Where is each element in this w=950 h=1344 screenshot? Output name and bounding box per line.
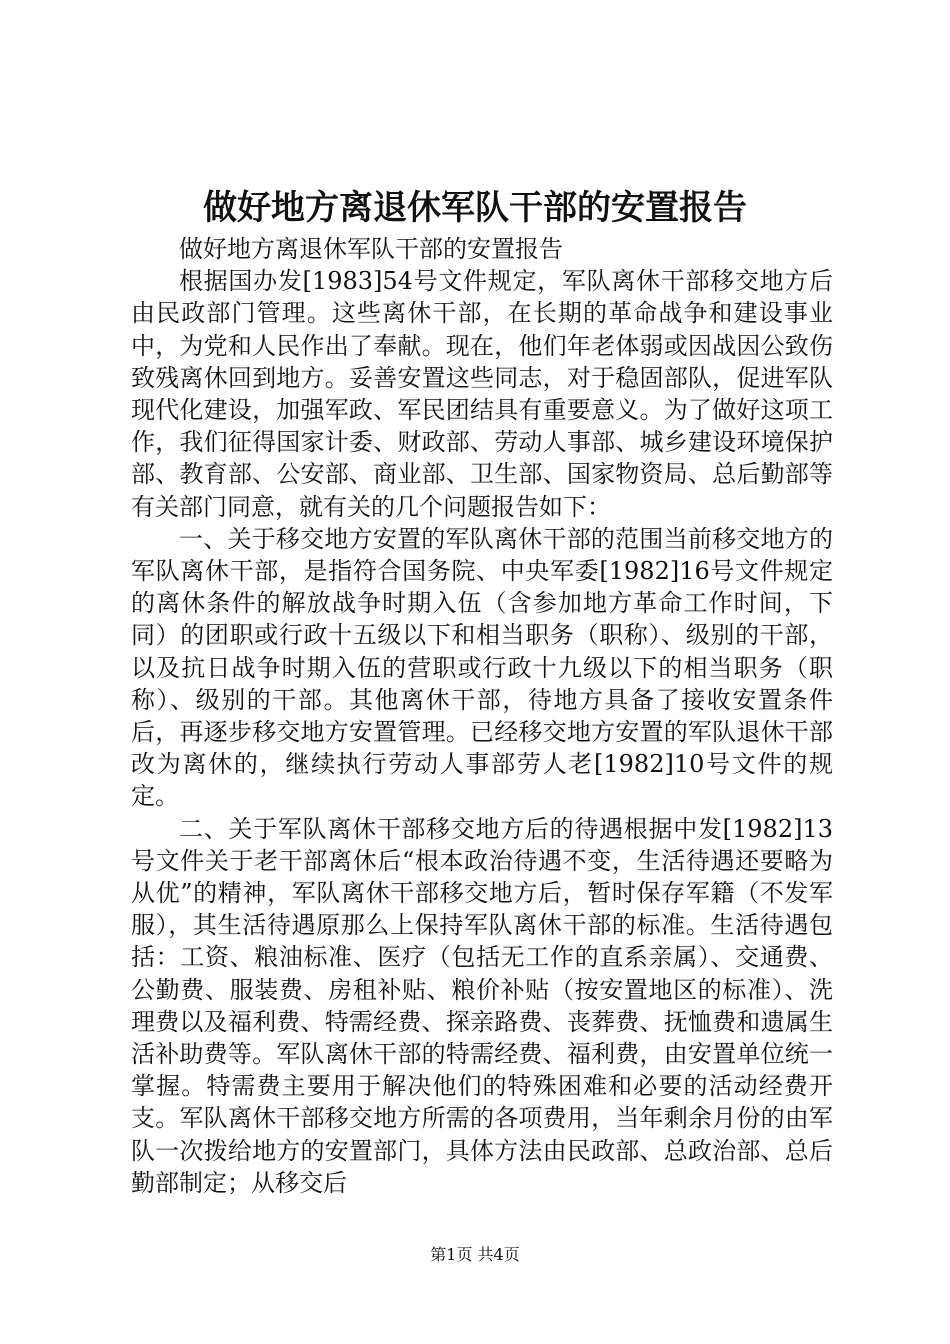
section-two-paragraph: 二、关于军队离休干部移交地方后的待遇根据中发[1982]13号文件关于老干部离休后“根本政治待遇不变，生活待遇还要略为从优”的精神，军队离休干部移交地方后，暂时保存军籍（不发军服），其生活待遇原那么上保持军队离休干部的标准。生活待遇包括：工资、粮油标准、医疗（包括无工作的直系亲属）、交通费、公勤费、服装费、房租补贴、粮价补贴（按安置地区的标准）、洗理费以及福利费、特需经费、探亲路费、丧葬费、抚恤费和遗属生活补助费等。军队离休干部的特需经费、福利费，由安置单位统一掌握。特需费主要用于解决他们的特殊困难和必要的活动经费开支。军队离休干部移交地方所需的各项费用，当年剩余月份的由军队一次拨给地方的安置部门，具体方法由民政部、总政治部、总后勤部制定；从移交后: [131, 814, 833, 1197]
intro-paragraph: 根据国办发[1983]54号文件规定，军队离休干部移交地方后由民政部门管理。这些离休干部，在长期的革命战争和建设事业中，为党和人民作出了奉献。现在，他们年老体弱或因战因公致伤致残离休回到地方。妥善安置这些同志，对于稳固部队，促进军队现代化建设，加强军政、军民团结具有重要意义。为了做好这项工作，我们征得国家计委、财政部、劳动人事部、城乡建设环境保护部、教育部、公安部、商业部、卫生部、国家物资局、总后勤部等有关部门同意，就有关的几个问题报告如下：: [131, 267, 833, 521]
document-body: [131, 233, 833, 1199]
page-footer: 第1页 共4页: [430, 1245, 520, 1264]
subtitle-paragraph: 做好地方离退休军队干部的安置报告: [179, 235, 563, 263]
section-one-paragraph: 一、关于移交地方安置的军队离休干部的范围当前移交地方的军队离休干部，是指符合国务院、中央军委[1982]16号文件规定的离休条件的解放战争时期入伍（含参加地方革命工作时间，下同）的团职或行政十五级以下和相当职务（职称）、级别的干部，以及抗日战争时期入伍的营职或行政十九级以下的相当职务（职称）、级别的干部。其他离休干部，待地方具备了接收安置条件后，再逐步移交地方安置管理。已经移交地方安置的军队退休干部改为离休的，继续执行劳动人事部劳人老[1982]10号文件的规定。: [131, 524, 833, 811]
document-title: 做好地方离退休军队干部的安置报告: [203, 188, 747, 228]
